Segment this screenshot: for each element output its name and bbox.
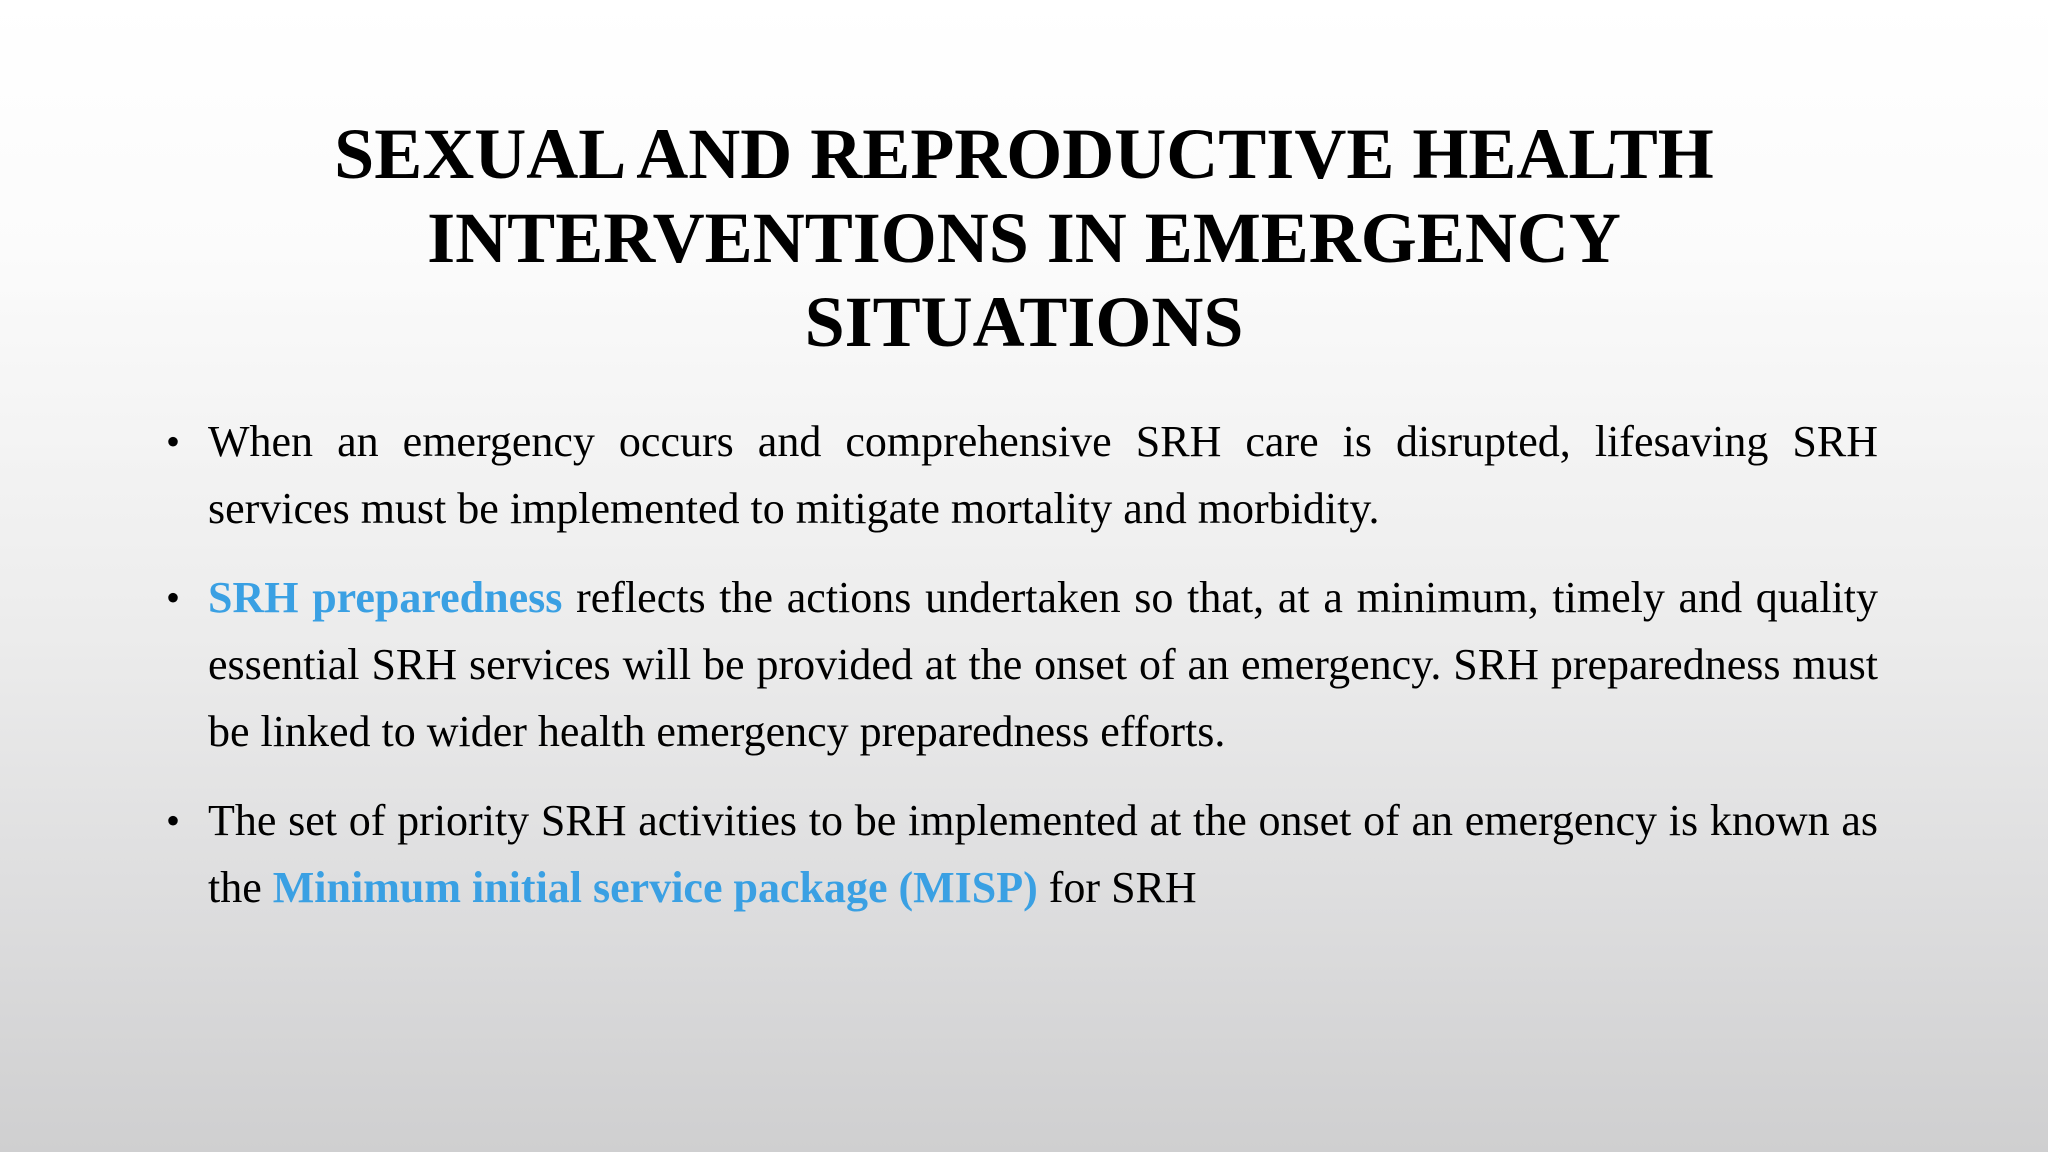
bullet-text: reflects the actions undertaken so that, at a minimum, timely and quality essential SRH services will be provided at the onset of an emergency. SRH preparedness must be linked to wider health emergency preparedness efforts. <box>208 573 1879 756</box>
bullet-text: When an emergency occurs and comprehensive SRH care is disrupted, lifesaving SRH services must be implemented to mitigate mortality and morbidity. <box>208 417 1878 533</box>
bullet-item-srh-preparedness <box>166 564 1878 765</box>
bullet-text-after: for SRH <box>1037 863 1197 912</box>
slide-title <box>200 112 1848 364</box>
title-line-2: INTERVENTIONS IN EMERGENCY <box>427 198 1621 278</box>
bullet-text-before: The set of priority SRH activities to be implemented at the onset of an emergency is known as the <box>208 796 1878 912</box>
title-line-1: SEXUAL AND REPRODUCTIVE HEALTH <box>334 114 1714 194</box>
bullet-dot-icon: • <box>166 798 181 843</box>
bullet-dot-icon: • <box>166 419 181 464</box>
bullet-list <box>166 408 1878 943</box>
highlight-misp: Minimum initial service package (MISP) <box>272 863 1038 912</box>
highlight-srh-preparedness: SRH preparedness <box>208 573 563 622</box>
bullet-item-misp <box>166 787 1878 921</box>
title-line-3: SITUATIONS <box>804 282 1244 362</box>
bullet-item-emergency-disruption <box>166 408 1878 542</box>
bullet-dot-icon: • <box>166 575 181 620</box>
